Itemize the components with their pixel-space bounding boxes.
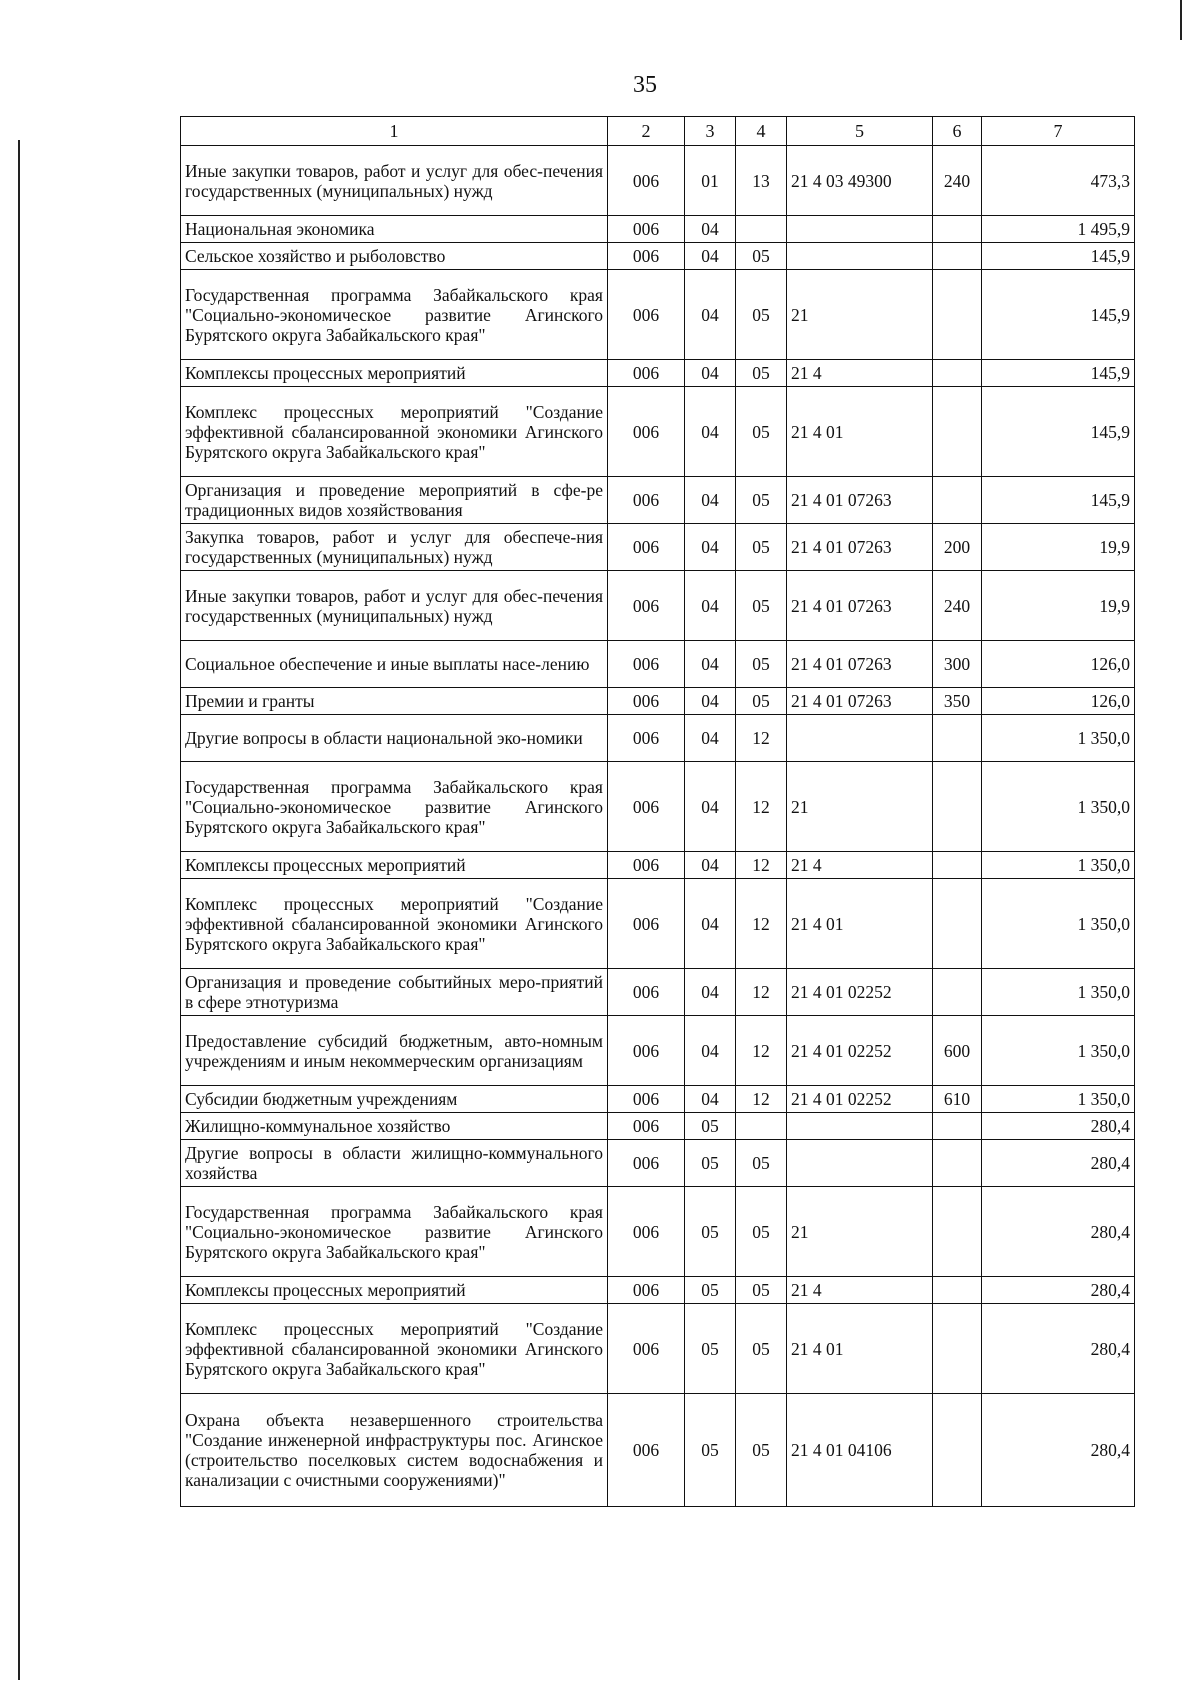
table-row <box>181 1187 1135 1277</box>
row-col6-cell <box>933 1277 982 1304</box>
row-col5-cell <box>787 1140 933 1187</box>
row-col6-cell <box>933 243 982 270</box>
row-col4-cell: 05 <box>736 524 787 571</box>
row-col3-cell: 05 <box>685 1277 736 1304</box>
row-name-cell: Предоставление субсидий бюджетным, авто-номным учреждениям и иным некоммерческим организациям <box>181 1016 608 1086</box>
row-col5-cell: 21 4 01 07263 <box>787 641 933 688</box>
col-header-7: 7 <box>982 117 1135 146</box>
row-col5-cell: 21 4 01 <box>787 1304 933 1394</box>
row-name-cell: Комплексы процессных мероприятий <box>181 1277 608 1304</box>
row-col2-cell: 006 <box>608 969 685 1016</box>
row-col5-cell <box>787 216 933 243</box>
row-col4-cell: 05 <box>736 387 787 477</box>
row-col5-cell: 21 4 <box>787 360 933 387</box>
row-name-cell: Комплексы процессных мероприятий <box>181 852 608 879</box>
row-col4-cell: 12 <box>736 715 787 762</box>
row-col5-cell: 21 <box>787 762 933 852</box>
row-name-cell: Иные закупки товаров, работ и услуг для обес-печения государственных (муниципальных) нужд <box>181 571 608 641</box>
row-col6-cell: 600 <box>933 1016 982 1086</box>
row-col2-cell: 006 <box>608 1016 685 1086</box>
table-row <box>181 243 1135 270</box>
table-row <box>181 360 1135 387</box>
row-col3-cell: 04 <box>685 715 736 762</box>
row-col6-cell: 350 <box>933 688 982 715</box>
scan-edge-left <box>18 140 20 1680</box>
row-col4-cell: 12 <box>736 879 787 969</box>
col-header-6: 6 <box>933 117 982 146</box>
row-amount-cell: 145,9 <box>982 360 1135 387</box>
row-col4-cell <box>736 1113 787 1140</box>
row-col3-cell: 04 <box>685 216 736 243</box>
row-col4-cell: 12 <box>736 1086 787 1113</box>
table-row <box>181 852 1135 879</box>
row-col6-cell <box>933 852 982 879</box>
row-col2-cell: 006 <box>608 1187 685 1277</box>
row-col5-cell: 21 4 01 04106 <box>787 1394 933 1507</box>
row-col2-cell: 006 <box>608 477 685 524</box>
table-row <box>181 571 1135 641</box>
row-amount-cell: 145,9 <box>982 243 1135 270</box>
table-row <box>181 524 1135 571</box>
row-col2-cell: 006 <box>608 270 685 360</box>
row-col6-cell <box>933 762 982 852</box>
row-col5-cell: 21 4 01 02252 <box>787 969 933 1016</box>
row-col2-cell: 006 <box>608 243 685 270</box>
row-col4-cell: 05 <box>736 688 787 715</box>
budget-table <box>180 116 1135 1507</box>
row-amount-cell: 19,9 <box>982 524 1135 571</box>
row-col6-cell <box>933 1113 982 1140</box>
row-col4-cell: 12 <box>736 852 787 879</box>
row-name-cell: Комплексы процессных мероприятий <box>181 360 608 387</box>
row-amount-cell: 1 350,0 <box>982 1016 1135 1086</box>
row-amount-cell: 1 350,0 <box>982 762 1135 852</box>
row-col3-cell: 05 <box>685 1187 736 1277</box>
row-name-cell: Государственная программа Забайкальского края "Социально-экономическое развитие Агинского Бурятского округа Забайкальского края" <box>181 270 608 360</box>
row-col2-cell: 006 <box>608 1394 685 1507</box>
row-col3-cell: 04 <box>685 1016 736 1086</box>
row-col4-cell: 05 <box>736 360 787 387</box>
row-col4-cell: 05 <box>736 571 787 641</box>
row-col4-cell: 12 <box>736 762 787 852</box>
row-col3-cell: 04 <box>685 641 736 688</box>
row-name-cell: Организация и проведение мероприятий в сфе-ре традиционных видов хозяйствования <box>181 477 608 524</box>
row-col5-cell <box>787 243 933 270</box>
row-col6-cell <box>933 969 982 1016</box>
table-row <box>181 1113 1135 1140</box>
row-amount-cell: 280,4 <box>982 1113 1135 1140</box>
row-col4-cell: 05 <box>736 1277 787 1304</box>
row-amount-cell: 280,4 <box>982 1394 1135 1507</box>
row-name-cell: Комплекс процессных мероприятий "Создание эффективной сбалансированной экономики Агинского Бурятского округа Забайкальского края" <box>181 879 608 969</box>
row-col5-cell: 21 <box>787 1187 933 1277</box>
row-col6-cell: 200 <box>933 524 982 571</box>
row-amount-cell: 1 350,0 <box>982 969 1135 1016</box>
row-col5-cell: 21 4 01 <box>787 387 933 477</box>
row-name-cell: Другие вопросы в области жилищно-коммунального хозяйства <box>181 1140 608 1187</box>
row-amount-cell: 280,4 <box>982 1187 1135 1277</box>
row-name-cell: Национальная экономика <box>181 216 608 243</box>
row-amount-cell: 473,3 <box>982 146 1135 216</box>
row-col3-cell: 04 <box>685 270 736 360</box>
row-col2-cell: 006 <box>608 524 685 571</box>
row-col6-cell: 300 <box>933 641 982 688</box>
row-col2-cell: 006 <box>608 715 685 762</box>
row-col2-cell: 006 <box>608 688 685 715</box>
row-col3-cell: 05 <box>685 1394 736 1507</box>
col-header-3: 3 <box>685 117 736 146</box>
table-row <box>181 1304 1135 1394</box>
row-col5-cell: 21 4 01 <box>787 879 933 969</box>
row-col4-cell: 05 <box>736 243 787 270</box>
header-row <box>181 117 1135 146</box>
row-name-cell: Премии и гранты <box>181 688 608 715</box>
row-col6-cell <box>933 270 982 360</box>
row-name-cell: Жилищно-коммунальное хозяйство <box>181 1113 608 1140</box>
row-col3-cell: 04 <box>685 387 736 477</box>
row-col3-cell: 04 <box>685 243 736 270</box>
row-col4-cell: 05 <box>736 641 787 688</box>
table-row <box>181 1277 1135 1304</box>
row-col2-cell: 006 <box>608 216 685 243</box>
row-col5-cell: 21 <box>787 270 933 360</box>
scan-edge-right <box>1180 0 1182 40</box>
row-col4-cell: 05 <box>736 477 787 524</box>
table-row <box>181 715 1135 762</box>
row-col6-cell <box>933 879 982 969</box>
row-col2-cell: 006 <box>608 879 685 969</box>
table-row <box>181 1016 1135 1086</box>
row-amount-cell: 280,4 <box>982 1304 1135 1394</box>
row-col4-cell: 05 <box>736 270 787 360</box>
row-col3-cell: 04 <box>685 688 736 715</box>
row-col2-cell: 006 <box>608 1277 685 1304</box>
row-amount-cell: 1 350,0 <box>982 852 1135 879</box>
col-header-4: 4 <box>736 117 787 146</box>
table-row <box>181 216 1135 243</box>
row-name-cell: Закупка товаров, работ и услуг для обеспече-ния государственных (муниципальных) нужд <box>181 524 608 571</box>
row-col2-cell: 006 <box>608 641 685 688</box>
row-name-cell: Государственная программа Забайкальского края "Социально-экономическое развитие Агинского Бурятского округа Забайкальского края" <box>181 762 608 852</box>
row-col6-cell <box>933 360 982 387</box>
row-col3-cell: 04 <box>685 852 736 879</box>
row-col6-cell: 240 <box>933 146 982 216</box>
row-col3-cell: 01 <box>685 146 736 216</box>
row-col3-cell: 04 <box>685 360 736 387</box>
row-col6-cell <box>933 216 982 243</box>
row-col5-cell: 21 4 <box>787 1277 933 1304</box>
row-col3-cell: 04 <box>685 762 736 852</box>
row-amount-cell: 1 495,9 <box>982 216 1135 243</box>
row-col3-cell: 05 <box>685 1113 736 1140</box>
row-col4-cell: 05 <box>736 1187 787 1277</box>
table-row <box>181 879 1135 969</box>
row-col6-cell: 240 <box>933 571 982 641</box>
row-col5-cell: 21 4 03 49300 <box>787 146 933 216</box>
row-col6-cell <box>933 477 982 524</box>
row-name-cell: Сельское хозяйство и рыболовство <box>181 243 608 270</box>
row-amount-cell: 1 350,0 <box>982 715 1135 762</box>
row-col2-cell: 006 <box>608 146 685 216</box>
row-col4-cell: 13 <box>736 146 787 216</box>
table-row <box>181 1086 1135 1113</box>
row-col6-cell: 610 <box>933 1086 982 1113</box>
row-col2-cell: 006 <box>608 762 685 852</box>
row-col2-cell: 006 <box>608 571 685 641</box>
row-col4-cell: 12 <box>736 969 787 1016</box>
row-name-cell: Другие вопросы в области национальной эко-номики <box>181 715 608 762</box>
row-col6-cell <box>933 1187 982 1277</box>
row-col6-cell <box>933 1140 982 1187</box>
row-amount-cell: 145,9 <box>982 270 1135 360</box>
row-amount-cell: 280,4 <box>982 1277 1135 1304</box>
row-col3-cell: 04 <box>685 477 736 524</box>
row-col3-cell: 04 <box>685 969 736 1016</box>
row-col4-cell <box>736 216 787 243</box>
table-row <box>181 641 1135 688</box>
row-col5-cell: 21 4 01 07263 <box>787 524 933 571</box>
row-col5-cell: 21 4 01 02252 <box>787 1016 933 1086</box>
row-col3-cell: 05 <box>685 1140 736 1187</box>
row-name-cell: Иные закупки товаров, работ и услуг для обес-печения государственных (муниципальных) нужд <box>181 146 608 216</box>
table-row <box>181 762 1135 852</box>
row-col3-cell: 05 <box>685 1304 736 1394</box>
row-col5-cell: 21 4 01 07263 <box>787 571 933 641</box>
row-col5-cell: 21 4 01 02252 <box>787 1086 933 1113</box>
table-row <box>181 146 1135 216</box>
row-name-cell: Комплекс процессных мероприятий "Создание эффективной сбалансированной экономики Агинского Бурятского округа Забайкальского края" <box>181 387 608 477</box>
row-col5-cell: 21 4 01 07263 <box>787 688 933 715</box>
row-col6-cell <box>933 1394 982 1507</box>
table-body <box>181 146 1135 1507</box>
row-col6-cell <box>933 1304 982 1394</box>
table-row <box>181 969 1135 1016</box>
row-name-cell: Социальное обеспечение и иные выплаты насе-лению <box>181 641 608 688</box>
row-name-cell: Комплекс процессных мероприятий "Создание эффективной сбалансированной экономики Агинского Бурятского округа Забайкальского края" <box>181 1304 608 1394</box>
row-name-cell: Субсидии бюджетным учреждениям <box>181 1086 608 1113</box>
row-col4-cell: 05 <box>736 1394 787 1507</box>
table-row <box>181 688 1135 715</box>
row-col5-cell: 21 4 <box>787 852 933 879</box>
row-name-cell: Государственная программа Забайкальского края "Социально-экономическое развитие Агинского Бурятского округа Забайкальского края" <box>181 1187 608 1277</box>
table-row <box>181 387 1135 477</box>
table-row <box>181 477 1135 524</box>
row-col6-cell <box>933 387 982 477</box>
row-name-cell: Охрана объекта незавершенного строительства "Создание инженерной инфраструктуры пос. Агинское (строительство поселковых систем водоснабжения и канализации с очистными сооружениями)" <box>181 1394 608 1507</box>
row-col5-cell <box>787 1113 933 1140</box>
col-header-2: 2 <box>608 117 685 146</box>
row-col2-cell: 006 <box>608 387 685 477</box>
row-col2-cell: 006 <box>608 1304 685 1394</box>
row-amount-cell: 145,9 <box>982 477 1135 524</box>
row-col3-cell: 04 <box>685 571 736 641</box>
table-row <box>181 270 1135 360</box>
row-amount-cell: 280,4 <box>982 1140 1135 1187</box>
row-col2-cell: 006 <box>608 1140 685 1187</box>
row-col4-cell: 12 <box>736 1016 787 1086</box>
row-col3-cell: 04 <box>685 524 736 571</box>
row-col2-cell: 006 <box>608 852 685 879</box>
col-header-5: 5 <box>787 117 933 146</box>
row-amount-cell: 126,0 <box>982 688 1135 715</box>
table-row <box>181 1140 1135 1187</box>
row-col3-cell: 04 <box>685 1086 736 1113</box>
page-number: 35 <box>633 72 657 98</box>
row-name-cell: Организация и проведение событийных меро-приятий в сфере этнотуризма <box>181 969 608 1016</box>
row-col2-cell: 006 <box>608 360 685 387</box>
row-amount-cell: 126,0 <box>982 641 1135 688</box>
row-amount-cell: 145,9 <box>982 387 1135 477</box>
col-header-1: 1 <box>181 117 608 146</box>
row-amount-cell: 1 350,0 <box>982 1086 1135 1113</box>
row-col5-cell <box>787 715 933 762</box>
row-col4-cell: 05 <box>736 1304 787 1394</box>
row-col5-cell: 21 4 01 07263 <box>787 477 933 524</box>
row-col2-cell: 006 <box>608 1086 685 1113</box>
row-amount-cell: 19,9 <box>982 571 1135 641</box>
row-amount-cell: 1 350,0 <box>982 879 1135 969</box>
table-row <box>181 1394 1135 1507</box>
row-col4-cell: 05 <box>736 1140 787 1187</box>
row-col2-cell: 006 <box>608 1113 685 1140</box>
row-col3-cell: 04 <box>685 879 736 969</box>
row-col6-cell <box>933 715 982 762</box>
